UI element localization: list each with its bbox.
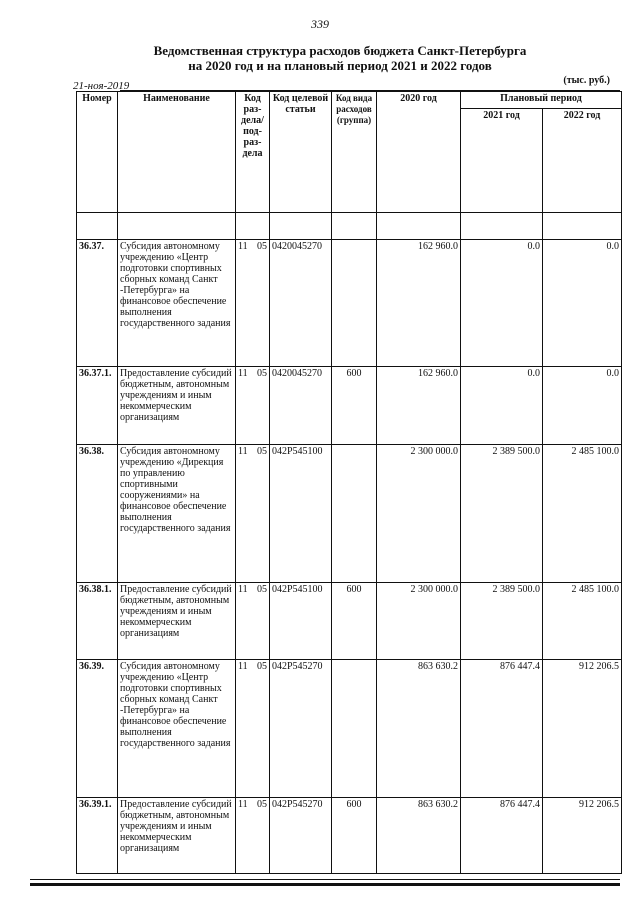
header-2022: 2022 год [543, 109, 622, 213]
row-section-code [236, 367, 270, 445]
row-value-2020: 162 960.0 [377, 367, 461, 445]
row-value-2022: 912 206.5 [543, 798, 622, 874]
row-subsection: 05 [257, 799, 267, 810]
row-value-2021: 0.0 [461, 240, 543, 367]
row-number: 36.38.1. [77, 583, 118, 660]
footer-rule-thick [30, 883, 620, 886]
row-section: 11 [238, 584, 248, 595]
row-name: Предоставление субсидий бюджетным, автономным учреждениям и иным некоммерческим организациям [118, 367, 236, 445]
table-row [77, 445, 622, 583]
row-value-2021: 2 389 500.0 [461, 583, 543, 660]
row-section: 11 [238, 368, 248, 379]
row-section-code [236, 240, 270, 367]
row-name: Субсидия автономному учреждению «Центр подготовки спортивных сборных команд Санкт -Петербурга» на финансовое обеспечение выполнения государственного задания [118, 660, 236, 798]
header-target-code: Код целевой статьи [270, 92, 332, 213]
row-subsection: 05 [257, 241, 267, 252]
row-section: 11 [238, 241, 248, 252]
page-number: 339 [311, 17, 329, 31]
footer-rule-thin [30, 879, 620, 880]
units-label: (тыс. руб.) [563, 75, 610, 86]
row-section: 11 [238, 799, 248, 810]
row-number: 36.38. [77, 445, 118, 583]
row-value-2021: 2 389 500.0 [461, 445, 543, 583]
document-date: 21-ноя-2019 [73, 80, 130, 92]
row-expense-type: 600 [332, 583, 377, 660]
row-number: 36.37.1. [77, 367, 118, 445]
row-target-code: 0420045270 [270, 240, 332, 367]
header-name: Наименование [118, 92, 236, 213]
row-section-code [236, 445, 270, 583]
row-value-2022: 2 485 100.0 [543, 445, 622, 583]
row-value-2020: 2 300 000.0 [377, 445, 461, 583]
budget-table [76, 91, 622, 874]
header-planned-period: Плановый период [461, 92, 622, 109]
row-value-2022: 0.0 [543, 367, 622, 445]
row-section: 11 [238, 446, 248, 457]
row-value-2021: 876 447.4 [461, 660, 543, 798]
row-expense-type [332, 240, 377, 367]
row-name: Предоставление субсидий бюджетным, автономным учреждениям и иным некоммерческим организациям [118, 583, 236, 660]
row-target-code: 042P545270 [270, 798, 332, 874]
row-name: Предоставление субсидий бюджетным, автономным учреждениям и иным некоммерческим организациям [118, 798, 236, 874]
row-target-code: 042P545100 [270, 445, 332, 583]
row-section-code [236, 660, 270, 798]
header-section-code: Код раз- дела/ под- раз- дела [236, 92, 270, 213]
row-value-2021: 0.0 [461, 367, 543, 445]
row-subsection: 05 [257, 661, 267, 672]
row-value-2020: 162 960.0 [377, 240, 461, 367]
title-line-1: Ведомственная структура расходов бюджета Санкт-Петербурга [153, 43, 527, 58]
row-subsection: 05 [257, 584, 267, 595]
row-value-2022: 2 485 100.0 [543, 583, 622, 660]
row-expense-type [332, 445, 377, 583]
row-expense-type: 600 [332, 798, 377, 874]
row-number: 36.37. [77, 240, 118, 367]
spacer-row [77, 213, 622, 240]
row-number: 36.39.1. [77, 798, 118, 874]
table-row [77, 367, 622, 445]
header-2020: 2020 год [377, 92, 461, 213]
row-expense-type [332, 660, 377, 798]
table-row [77, 583, 622, 660]
row-value-2020: 863 630.2 [377, 798, 461, 874]
row-subsection: 05 [257, 446, 267, 457]
title-line-2: на 2020 год и на плановый период 2021 и 2022 годов [188, 58, 492, 73]
row-target-code: 042P545100 [270, 583, 332, 660]
table-header-row [77, 92, 622, 109]
header-2021: 2021 год [461, 109, 543, 213]
row-number: 36.39. [77, 660, 118, 798]
row-name: Субсидия автономному учреждению «Центр подготовки спортивных сборных команд Санкт -Петербурга» на финансовое обеспечение выполнения государственного задания [118, 240, 236, 367]
row-name: Субсидия автономному учреждению «Дирекция по управлению спортивными сооружениями» на финансовое обеспечение выполнения государственного задания [118, 445, 236, 583]
row-value-2021: 876 447.4 [461, 798, 543, 874]
table-row [77, 660, 622, 798]
row-target-code: 042P545270 [270, 660, 332, 798]
table-row [77, 240, 622, 367]
header-expense-type: Код вида расходов (группа) [332, 92, 377, 213]
row-target-code: 0420045270 [270, 367, 332, 445]
header-number: Номер [77, 92, 118, 213]
row-value-2022: 912 206.5 [543, 660, 622, 798]
row-section: 11 [238, 661, 248, 672]
row-subsection: 05 [257, 368, 267, 379]
table-row [77, 798, 622, 874]
row-value-2020: 863 630.2 [377, 660, 461, 798]
document-title [60, 43, 620, 73]
row-value-2022: 0.0 [543, 240, 622, 367]
row-section-code [236, 798, 270, 874]
row-value-2020: 2 300 000.0 [377, 583, 461, 660]
row-expense-type: 600 [332, 367, 377, 445]
row-section-code [236, 583, 270, 660]
